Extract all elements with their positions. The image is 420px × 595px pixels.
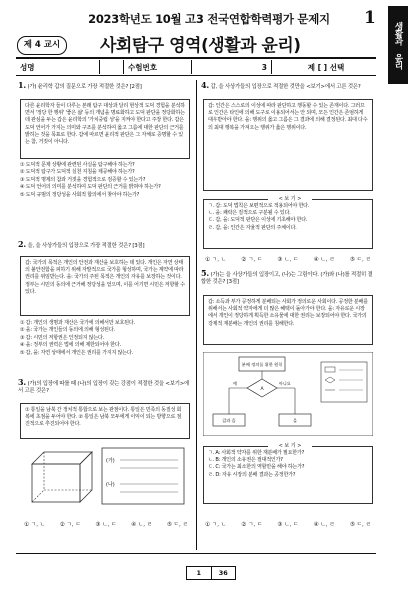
view-title: < 보 기 > xyxy=(268,442,312,449)
choice-2[interactable]: ② ㄱ, ㄷ xyxy=(59,522,81,528)
question-1-choices xyxy=(20,162,192,199)
question-3-choices xyxy=(24,520,188,528)
name-label: 성명 xyxy=(16,60,100,74)
subject-side-tab: 생활과 윤리 xyxy=(388,6,408,84)
choice-1[interactable]: ① ㄱ, ㄴ xyxy=(205,257,227,263)
choice-1[interactable]: ① 도덕적 문제 상황에 관련된 사실을 탐구해야 하는가? xyxy=(20,162,135,168)
question-5-passage: 갑: 소득과 부가 공정하게 분배되는 사회가 정의로운 사회이다. 공정한 분배를 위해서는 사회적 약자에게 더 많은 혜택이 돌아가야 한다. 을: 자유로운 시장에서 개인이 정당하게 획득한 소유물에 대한 권리는 보장되어야 한다. 국가의 강제적 재분배는 개인의 권리를 침해한다. xyxy=(203,295,373,345)
choice-4[interactable]: ④ ㄴ, ㄹ xyxy=(313,257,335,263)
question-2-passage: 갑: 국가의 목적은 개인의 안전과 재산을 보호하는 데 있다. 개인은 자연 상태의 불안전함을 피하기 위해 자발적으로 국가를 형성하며, 국가는 계약에 따라 권리를 위임받는다. 을: 국가의 주된 목적은 개인의 자유를 보장하는 것이다. 정부는 시민의 동의에 근거해 정당성을 얻으며, 이를 어기면 시민은 저항할 수 있다. xyxy=(20,256,190,316)
choice-4[interactable]: ④ 을: 정부의 권력은 법에 의해 제한되어야 한다. xyxy=(20,342,121,349)
info-rule xyxy=(16,75,376,76)
selection-label: 제 [ ] 선택 xyxy=(307,62,345,72)
question-4 xyxy=(201,82,375,91)
legend-swatch-box xyxy=(325,367,335,372)
question-3 xyxy=(18,379,192,395)
question-number: 2. xyxy=(18,239,26,249)
cube-top xyxy=(32,452,92,464)
flow-yes-label: 예 xyxy=(233,381,237,386)
column-divider xyxy=(196,80,197,550)
view-item: ㄹ. D: 자유 시장의 분배 결과는 공정한가? xyxy=(208,471,296,478)
question-5-view-box xyxy=(203,446,373,504)
view-item: ㄷ. 갑, 을: 도덕적 판단은 이성에 기초해야 한다. xyxy=(208,217,308,224)
question-number: 5. xyxy=(201,268,209,278)
info-row xyxy=(16,60,376,74)
choice-2[interactable]: ② 도덕적 탐구가 도덕적 실천 지침을 제공해야 하는가? xyxy=(20,169,135,176)
flow-result-a-label: 갑과 을 xyxy=(222,418,236,423)
diagram-legend-box xyxy=(102,448,184,504)
choice-4[interactable]: ④ ㄴ, ㄹ xyxy=(131,522,153,528)
view-item: ㄱ. A: 사회적 약자를 위한 재분배가 필요한가? xyxy=(208,450,305,456)
choice-2[interactable]: ② ㄱ, ㄷ xyxy=(241,257,263,263)
choice-3[interactable]: ③ 갑: 시민의 저항권은 인정되지 않는다. xyxy=(20,334,105,341)
diagram-label-b: (나) xyxy=(106,482,115,488)
choice-5[interactable]: ⑤ 갑, 을: 자연 상태에서 개인은 권리를 가지지 않는다. xyxy=(20,349,133,356)
question-2-choices xyxy=(20,320,192,357)
view-item: ㄱ. 갑: 도덕 법칙은 보편적으로 적용되어야 한다. xyxy=(208,203,310,209)
question-number: 1. xyxy=(18,80,26,90)
question-number: 3. xyxy=(18,377,26,387)
choice-4[interactable]: ④ ㄴ, ㄹ xyxy=(313,522,335,528)
choice-5[interactable]: ⑤ ㄷ, ㄹ xyxy=(349,257,371,263)
question-stem: (가)는 을 사상가들의 입장이고, (나)는 그림이다. (가)와 (나)를 적절히 결합한 것은? [3점] xyxy=(201,272,373,286)
cube-hidden-edge xyxy=(32,490,44,502)
footer-page-indicator xyxy=(186,566,236,580)
choice-3[interactable]: ③ ㄴ, ㄷ xyxy=(95,522,117,528)
question-stem: 갑, 을 사상가들의 입장으로 적절한 것만을 <보기>에서 고른 것은? xyxy=(210,84,361,90)
choice-1[interactable]: ① 갑: 개인의 생명과 재산은 국가에 의해서만 보호된다. xyxy=(20,320,135,326)
question-4-choices xyxy=(205,255,371,263)
cube-front xyxy=(32,464,80,502)
cube-side xyxy=(80,452,92,502)
question-1-passage: 다른 윤리학자 들이 다루는 본래 탐구 대상과 달리 현상적 도덕 경험을 분석하면서 '정당 한 행위' '좋은 삶' 등의 개념을 명료화하고 도덕 판단을 정당화하는 데 관심을 두는 갑은 윤리학의 '가치중립 성'을 지켜야 한다고 주장 한다. 갑은 도덕 언어가 가지는 의미와 구조를 분석하여 옳고 그름에 대한 판단의 근거를 밝히는 것을 목표로 한다. 갑에 따르면 윤리적 판단은 그 자체로 증명할 수 있는 참, 거짓이 아니다. xyxy=(20,99,190,159)
choice-5[interactable]: ⑤ ㄷ, ㄹ xyxy=(349,522,371,528)
session-badge: 제 4 교시 xyxy=(17,36,67,55)
view-item: ㄴ. B: 개인의 소유권은 절대적인가? xyxy=(208,457,283,464)
question-3-diagram xyxy=(24,444,188,508)
question-stem: (가) 윤리학 갑의 질문으로 가장 적절한 것은? [2점] xyxy=(27,84,142,90)
page-number: 1 xyxy=(364,8,376,28)
exam-number-label: 수험번호 xyxy=(124,60,192,74)
question-stem: 을, 을 사상가들의 입장으로 가장 적절한 것은? [3점] xyxy=(27,243,145,249)
view-item: ㄴ. 을: 쾌락은 질적으로 구분될 수 있다. xyxy=(208,210,291,217)
flow-node-start-label: 분배 정의를 위한 원칙 xyxy=(241,362,283,367)
question-4-view-box xyxy=(203,199,373,249)
question-2 xyxy=(18,241,192,250)
choice-2[interactable]: ② ㄱ, ㄷ xyxy=(241,522,263,528)
choice-3[interactable]: ③ 도덕적 명제의 참과 거짓을 경험적으로 검증할 수 있는가? xyxy=(20,176,146,183)
question-4-passage: 갑: 인간은 스스로의 이성에 따라 판단하고 행동할 수 있는 존재이다. 그러므로 인간은 타인에 의해 도구로 이용되어서는 안 되며, 모든 인간은 존엄하게 대우받아야 한다. 을: 행위의 옳고 그름은 그 결과에 의해 결정된다. 최대 다수의 최대 행복을 가져오는 행위가 옳은 행위이다. xyxy=(203,99,373,191)
choice-2[interactable]: ② 을: 국가는 개인들의 동의에 의해 형성된다. xyxy=(20,327,115,334)
footer-page: 1 xyxy=(196,569,202,577)
exam-number-value: 3 xyxy=(192,60,272,74)
view-item: ㄹ. 갑, 을: 인간은 자율적 판단의 주체이다. xyxy=(208,224,297,231)
view-item: ㄷ. C: 국가는 최소한의 역할만을 해야 하는가? xyxy=(208,464,305,471)
blank-cell xyxy=(100,60,124,74)
choice-3[interactable]: ③ ㄴ, ㄷ xyxy=(277,257,299,263)
question-3-passage: ① 통일을 남북 간 정치적 통합으로 보는 관점이다. 통일은 민족의 동질성 회복에 초점을 두어야 한다. ② 통일은 남북 모두에게 이익이 되는 방향으로 점진적으로 추진되어야 한다. xyxy=(20,403,190,439)
question-5-flowchart xyxy=(203,352,373,436)
question-1 xyxy=(18,82,192,91)
flow-no-label: 아니요 xyxy=(279,381,291,386)
flow-decision-a-label: A xyxy=(260,387,264,392)
question-5-choices xyxy=(205,520,371,528)
footer-total: 36 xyxy=(211,567,236,579)
header-rule xyxy=(16,57,376,59)
flow-result-b-label: 을 xyxy=(292,418,298,423)
diagram-label-a: (가) xyxy=(106,458,115,464)
question-5 xyxy=(201,270,375,286)
choice-5[interactable]: ⑤ 도덕 규범의 정당성을 사회적 합의에서 찾아야 하는가? xyxy=(20,191,140,198)
choice-3[interactable]: ③ ㄴ, ㄷ xyxy=(277,522,299,528)
legend-swatch-decision xyxy=(325,377,335,383)
choice-1[interactable]: ① ㄱ, ㄴ xyxy=(205,522,227,528)
choice-4[interactable]: ④ 도덕 언어의 의미를 분석하여 도덕 판단의 근거를 밝혀야 하는가? xyxy=(20,184,161,191)
view-title: < 보 기 > xyxy=(268,195,312,202)
choice-1[interactable]: ① ㄱ, ㄴ xyxy=(24,522,46,528)
question-number: 4. xyxy=(201,80,209,90)
footer-rule xyxy=(16,553,376,554)
choice-5[interactable]: ⑤ ㄷ, ㄹ xyxy=(166,522,188,528)
question-stem: (가)의 입장에 따를 때 (나)의 입장이 갖는 강점이 적절한 것을 <보기>에서 고른 것은? xyxy=(18,381,190,395)
page-title: 2023학년도 10월 고3 전국연합학력평가 문제지 xyxy=(88,12,330,26)
subject-title: 사회탐구 영역(생활과 윤리) xyxy=(100,36,301,56)
